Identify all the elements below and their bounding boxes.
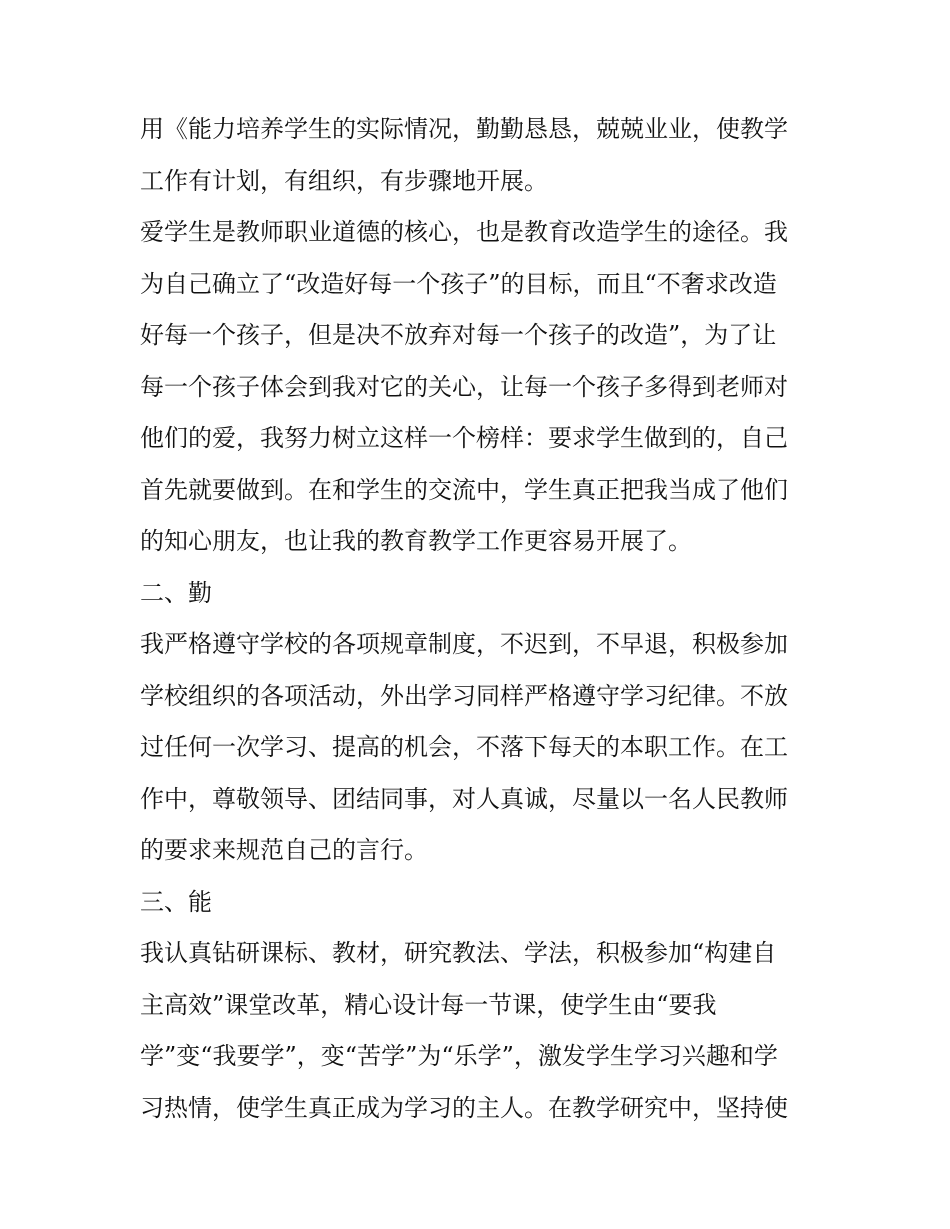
text-line: 我严格遵守学校的各项规章制度，不迟到，不早退，积极参加 [140,630,788,658]
text-line: 过任何一次学习、提高的机会，不落下每天的本职工作。在工 [140,733,788,761]
text-line: 首先就要做到。在和学生的交流中，学生真正把我当成了他们 [140,475,788,504]
text-line: 用《能力培养学生的实际情况，勤勤恳恳，兢兢业业，使教学 [140,115,788,143]
text-line: 他们的爱，我努力树立这样一个榜样：要求学生做到的，自己 [140,424,788,452]
text-line: 作中，尊敬领导、团结同事，对人真诚，尽量以一名人民教师 [140,784,788,813]
text-line: 习热情，使学生真正成为学习的主人。在教学研究中，坚持使 [140,1093,788,1122]
text-line: 学校组织的各项活动，外出学习同样严格遵守学习纪律。不放 [140,681,788,710]
section-heading: 二、勤 [140,578,212,607]
section-heading: 三、能 [140,887,212,916]
text-line: 我认真钻研课标、教材，研究教法、学法，积极参加“构建自 [140,939,777,967]
text-line: 工作有计划，有组织，有步骤地开展。 [140,166,548,195]
text-line: 每一个孩子体会到我对它的关心，让每一个孩子多得到老师对 [140,372,788,401]
body-text [140,104,820,1134]
text-line: 的要求来规范自己的言行。 [140,836,428,864]
text-line: 的知心朋友，也让我的教育教学工作更容易开展了。 [140,527,692,555]
text-line: 爱学生是教师职业道德的核心，也是教育改造学生的途径。我 [140,218,788,246]
text-line: 好每一个孩子，但是决不放弃对每一个孩子的改造”，为了让 [140,321,777,349]
text-line: 主高效”课堂改革，精心设计每一节课，使学生由“要我 [140,990,717,1019]
text-line: 为自己确立了“改造好每一个孩子”的目标，而且“不奢求改造 [140,269,777,298]
text-line: 学”变“我要学”，变“苦学”为“乐学”，激发学生学习兴趣和学 [140,1042,778,1070]
